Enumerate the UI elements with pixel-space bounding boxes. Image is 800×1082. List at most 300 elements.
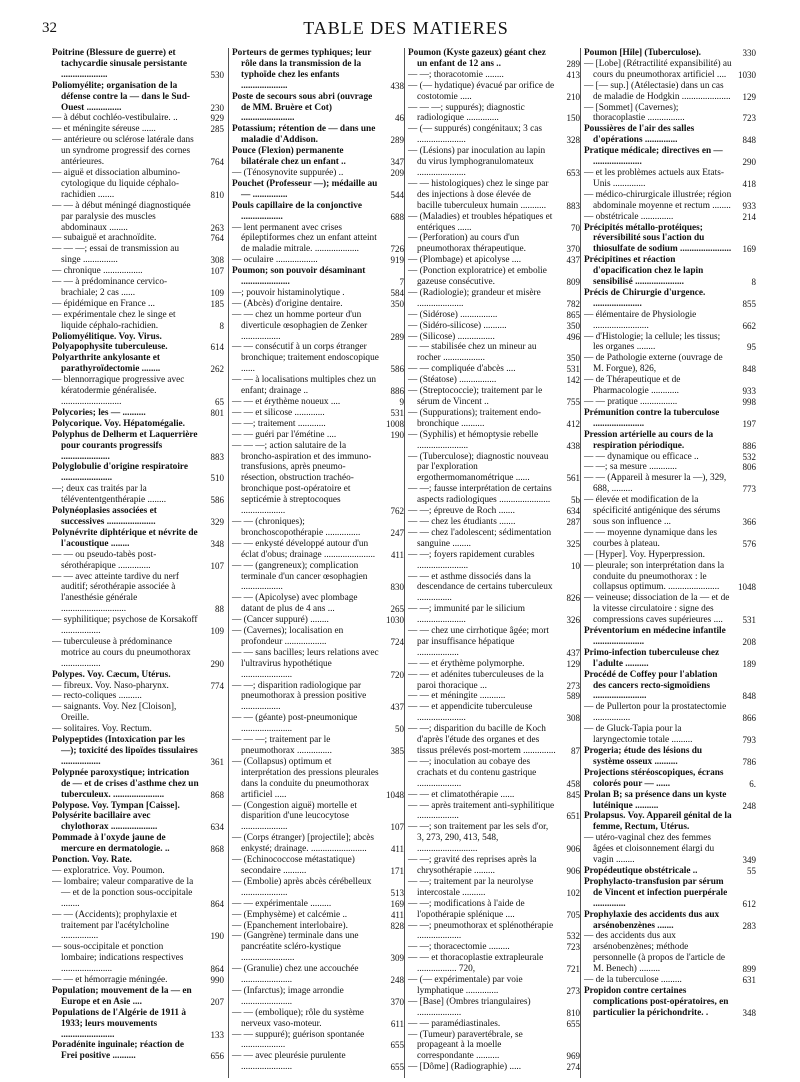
index-entry-text: — sous-occipitale et ponction lombaire; indications respectives ...................... [52,942,184,975]
index-entry-page: 273 [566,985,580,996]
index-entry-page: 437 [566,647,580,658]
index-entry [52,113,224,124]
index-entry-text: Polyapophysite tuberculeuse. [52,342,168,353]
index-entry-text: — — (Apicolyse) avec plombage datant de plus de 4 ans ... [232,593,358,615]
index-entry [408,310,580,321]
index-entry [232,681,404,714]
index-entry [584,255,756,288]
index-entry-page: 289 [390,331,404,342]
index-entry [52,506,224,528]
index-entry [408,1062,580,1073]
index-entry-page: 655 [390,1062,404,1073]
index-entry-text: — (Tuberculose); diagnostic nouveau par l'exploration ergothermomanométrique ...... [408,451,549,484]
index-entry-text: — — et appendicite tuberculeuse ..................... [408,702,533,724]
index-entry-page: 848 [742,135,756,146]
index-entry-page: 868 [210,789,224,800]
index-entry-page: 544 [390,189,404,200]
index-entry-page: 129 [566,658,580,669]
index-entry [408,386,580,408]
index-entry [52,855,224,866]
index-entry-page: 848 [742,691,756,702]
index-entry-text: — — et asthme dissociés dans la descendance de certains tuberculeux ............... [408,571,553,604]
index-entry-page: 171 [390,865,404,876]
index-entry [584,473,756,495]
index-entry-page: 287 [566,516,580,527]
index-entry-text: — [— sup.] (Atélectasie) dans un cas de maladie de Hodgkin ..................... [584,80,731,102]
index-entry-page: 631 [742,975,756,986]
index-entry-text: — — —; traitement par le pneumothorax ............... [232,735,332,756]
index-entry-page: 438 [566,440,580,451]
index-entry [232,255,404,266]
index-entry-text: — oculaire .................. [232,255,318,266]
index-entry [52,833,224,855]
index-entry-text: Polynévrite diphtérique et névrite de l'acoustique ........ [52,527,198,549]
index-entry-page: 289 [390,135,404,146]
index-entry-page: 723 [742,113,756,124]
index-entry-text: — —; épreuve de Roch ....... [408,506,515,517]
index-entry-page: 418 [742,178,756,189]
index-entry-page: 990 [210,975,224,986]
index-entry [408,321,580,332]
index-entry-page: 411 [390,844,404,855]
index-entry [232,910,404,921]
index-entry-page: 46 [395,113,404,124]
index-entry-page: 262 [210,364,224,375]
index-entry-page: 308 [210,255,224,266]
index-entry-page: 263 [210,222,224,233]
index-entry [52,637,224,670]
index-entry-text: — — chez une cirrhotique âgée; mort par insuffisance hépatique .................. [408,626,549,658]
index-entry-text: — —; immunité par le silicium ..................... [408,604,525,626]
index-entry [408,48,580,70]
index-entry-text: —; deux cas traités par la télévententgenthérapie ........ [52,484,167,506]
index-entry-page: 782 [566,298,580,309]
index-entry-page: 350 [566,353,580,364]
index-entry-page: 411 [390,909,404,920]
index-entry-text: Prolapsus. Voy. Appareil génital de la femme, Rectum, Utérus. [584,811,732,833]
index-entry-text: — veineuse; dissociation de la — et de la vitesse circulatoire : signe des compressions caves supérieures .... [584,593,730,626]
index-entry [52,332,224,343]
index-entry-text: Polysérite bacillaire avec chylothorax .................... [52,811,158,833]
index-entry [584,288,756,310]
index-column-4 [580,48,756,1078]
index-entry [584,190,756,212]
index-entry [408,953,580,975]
index-entry [52,462,224,484]
index-entry [584,811,756,833]
index-entry [52,1008,224,1041]
index-entry [408,691,580,702]
index-entry [584,670,756,703]
index-entry-text: — aiguë et dissociation albumino-cytologique du liquide céphalo-rachidien ....... [52,167,181,200]
index-entry-text: — syphilitique; psychose de Korsakoff ................. [52,615,198,637]
index-entry [408,921,580,943]
index-entry [584,790,756,812]
index-entry [232,342,404,375]
index-entry [408,670,580,692]
index-entry-page: 755 [566,397,580,407]
index-entry-page: 107 [390,822,404,833]
index-entry-page: 8 [219,320,224,331]
index-entry-text: — (Collapsus) optimum et interprétation des pressions pleurales dans la conduite du pneumothorax artificiel ..... [232,756,379,800]
index-entry-text: — blennorragique progressive avec kératodermie généralisée. .......................... [52,375,185,407]
index-entry [584,550,756,561]
index-entry [584,146,756,168]
index-entry-text: — — après traitement anti-syphilitique .................. [408,800,555,822]
index-entry-text: — — et climatothérapie ...... [408,789,515,800]
index-entry [232,615,404,626]
index-entry [52,277,224,299]
index-entry-page: 189 [742,658,756,669]
index-entry-text: — — sans bacilles; leurs relations avec l'ultravirus hypothétique ...................... [232,647,379,680]
index-entry-text: — — (Accidents); prophylaxie et traitement par l'acétylcholine ................ [52,909,177,942]
index-entry [408,877,580,899]
index-entry [584,168,756,190]
index-entry-text: — — —; suppurés); diagnostic radiologique .............. [408,102,525,124]
index-entry [232,288,404,299]
index-entry-page: 107 [210,266,224,277]
index-entry-text: Procédé de Coffey pour l'ablation des cancers recto-sigmoïdiens ....................... [584,669,718,702]
index-entry [52,375,224,408]
index-entry-text: — (Granulie) chez une accouchée ...................... [232,964,359,986]
index-entry-text: — expérimentale chez le singe et liquide céphalo-rachidien. [52,309,176,331]
index-entry [232,855,404,877]
index-entry [232,517,404,539]
index-entry-text: Ponction. Voy. Rate. [52,855,132,866]
index-entry [232,430,404,441]
index-entry [584,746,756,768]
index-entry [232,877,404,899]
index-entry-page: 129 [742,91,756,102]
index-entry [232,561,404,594]
index-entry-page: 328 [566,135,580,146]
index-entry-page: 274 [566,1062,580,1073]
index-entry-page: 347 [390,157,404,168]
index-entry-text: Pouls capillaire de la conjonctive .................. [232,200,362,222]
index-entry-page: 864 [210,964,224,975]
index-entry-page: 764 [210,157,224,168]
index-entry-page: 348 [210,538,224,549]
index-entry [408,801,580,823]
index-entry [408,604,580,626]
index-entry [408,855,580,877]
index-entry-text: — (Sidéro-silicose) .......... [408,320,507,331]
index-entry [52,48,224,81]
index-entry-text: — exploratrice. Voy. Poumon. [52,865,165,876]
index-entry-page: 848 [742,364,756,375]
index-entry [232,626,404,648]
index-entry-page: 437 [390,702,404,713]
index-entry [584,81,756,103]
index-entry-text: — — à début méningé diagnostiquée par paralysie des muscles abdominaux ........ [52,200,191,233]
index-entry [584,430,756,452]
index-entry-page: 329 [210,516,224,527]
index-entry [408,550,580,572]
index-entry-text: — de Pullerton pour la prostatectomie ................ [584,702,727,724]
index-entry-text: — —; foyers rapidement curables ...................... [408,549,535,571]
index-entry-page: 437 [566,255,580,266]
index-entry [232,593,404,615]
index-entry-text: — (Echinococcose métastatique) secondaire .......... [232,855,355,876]
index-entry-text: Pouce (Flexion) permanente bilatérale chez un enfant .. [232,146,346,168]
index-entry-text: — (Ponction exploratrice) et embolie gazeuse consécutive. [408,266,547,288]
index-entry-text: — —; gravité des reprises après la chrysothérapie ......... [408,855,537,876]
index-entry-text: — —; modifications à l'aide de l'opothérapie splénique .... [408,898,525,920]
index-entry-text: — — —; action salutaire de la broncho-aspiration et des immuno-transfusions, après pneumo-résection, obstruction trachéo-bronchique post-opératoire et septicémie à streptocoques ................... [232,440,372,517]
index-entry-page: 774 [210,680,224,691]
index-entry-page: 350 [390,298,404,309]
index-entry [232,419,404,430]
index-entry-text: — (Corps étranger) [projectile]; abcès enkysté; drainage. ........................ [232,833,374,855]
index-entry [52,550,224,572]
index-entry-text: — (Ténosynovite suppurée) .. [232,167,344,178]
index-entry-page: 586 [210,495,224,506]
index-entry-page: 109 [210,287,224,298]
index-entry [232,375,404,397]
index-entry-page: 653 [566,167,580,178]
index-entry [408,484,580,506]
index-entry-page: 349 [742,855,756,866]
index-entry-page: 50 [395,724,404,735]
index-entry-text: — — moyenne dynamique dans les courbes à plateau. [584,527,717,549]
index-entry-text: — (Cavernes); localisation en profondeur .................. [232,626,344,647]
index-entry-text: — pleurale; son interprétation dans la conduite du pneumothorax : le collapsus optimum. ...................... [584,560,725,593]
index-entry-text: Pommade à l'oxyde jaune de mercure en dermatologie. .. [52,833,170,855]
index-entry-text: Polypnée paroxystique; intrication de — et de crises d'asthme chez un tuberculeux. ...................... [52,767,199,800]
index-entry-page: 589 [566,691,580,702]
index-entry [584,528,756,550]
index-entry-text: Porteurs de germes typhiques; leur rôle dans la transmission de la typhoïde chez les enfants .................... [232,48,372,91]
index-entry-page: 169 [742,244,756,255]
index-entry-text: — (— hydatique) évacué par orifice de costotomie ..... [408,80,555,102]
index-entry [52,801,224,812]
index-entry-page: 283 [742,920,756,931]
index-entry-text: — (Congestion aiguë) mortelle et disparition d'une leucocytose .................... [232,800,357,833]
index-entry [408,452,580,485]
index-entry-page: 586 [390,364,404,375]
index-entry-text: Polyglobulie d'origine respiratoire ...................... [52,462,189,484]
index-entry-text: Poitrine (Blessure de guerre) et tachycardie sinusale persistante .................... [52,48,188,80]
index-entry-page: 611 [390,1018,404,1029]
index-entry-text: — (Embolie) après abcès cérébelleux .................... [232,876,372,898]
index-entry [584,310,756,332]
index-entry-text: — — guéri par l'émétine .... [232,429,337,440]
index-entry-page: 142 [566,375,580,386]
index-entry [584,866,756,877]
index-entry [52,702,224,724]
index-entry [52,135,224,168]
index-entry-page: 933 [742,386,756,397]
index-entry [584,124,756,146]
index-entry-text: — fibreux. Voy. Naso-pharynx. [52,680,169,691]
index-entry-page: 248 [390,975,404,986]
index-entry [52,615,224,637]
index-column-3 [404,48,580,1078]
index-entry-text: — antérieure ou sclérose latérale dans un syndrome progressif des cornes antérieures. [52,135,194,168]
index-columns [52,48,796,1078]
index-entry-page: 724 [390,636,404,647]
index-entry [52,81,224,114]
index-entry [52,353,224,375]
index-entry-text: — —; inoculation au cobaye des crachats et du contenu gastrique ................... [408,756,537,789]
index-entry [408,81,580,103]
index-entry-text: — et les problèmes actuels aux Etats-Unis .............. [584,167,724,189]
index-entry-page: 6. [749,778,756,789]
index-entry-text: — (Cancer suppuré) ........ [232,615,329,626]
index-entry [584,931,756,975]
index-entry-page: 88 [215,604,224,615]
index-entry-text: — lent permanent avec crises épileptiformes chez un enfant atteint de maladie mitrale. ................... [232,222,377,255]
index-entry [52,266,224,277]
index-entry-page: 810 [210,189,224,200]
index-entry [232,310,404,343]
index-entry-text: Polynéoplasies associées et successives ..................... [52,506,157,527]
index-entry-page: 102 [566,887,580,898]
index-entry-page: 458 [566,778,580,789]
index-entry-page: 289 [566,58,580,69]
index-entry-page: 208 [742,636,756,647]
index-entry [408,266,580,288]
index-entry [232,92,404,125]
index-entry [52,299,224,310]
index-entry-page: 309 [390,953,404,964]
index-entry [584,452,756,463]
index-entry-text: Précis de Chirurgie d'urgence. ..................... [584,287,706,309]
index-entry-text: — (Gangrène) terminale dans une pancréatite scléro-kystique ....................... [232,931,359,964]
index-entry-page: 656 [210,1051,224,1062]
index-entry [52,201,224,234]
index-entry-text: — (Infarctus); image arrondie ...................... [232,985,344,1007]
index-entry [232,168,404,179]
index-entry-page: 866 [742,713,756,724]
index-entry-text: — tuberculeuse à prédominance motrice au cours du pneumothorax ................. [52,636,191,669]
index-entry-page: 107 [210,560,224,571]
page-number: 32 [42,20,57,36]
index-entry-text: Polyphus de Delherm et Laquerrière pour courants progressifs ..................... [52,429,198,462]
index-entry-text: Population; mouvement de la — en Europe et en Asie .... [52,985,192,1007]
index-entry-text: — recto-coliques .......... [52,691,142,702]
index-entry-text: — —; fausse interprétation de certains aspects radiologiques ...................... [408,484,552,506]
index-entry-text: — — (chroniques); bronchoscopothérapie ............... [232,516,361,538]
index-entry-page: 9 [399,397,404,407]
index-entry-page: 801 [210,407,224,418]
index-entry-page: 705 [566,909,580,920]
index-entry [232,146,404,168]
index-entry-text: — — expérimentale ......... [232,898,332,909]
index-entry-text: — (Epanchement interlobaire). [232,920,348,931]
index-entry-page: 726 [390,244,404,255]
index-entry-page: 438 [390,80,404,91]
index-entry [52,811,224,833]
index-entry-text: — — et méningite ........... [408,691,506,702]
index-entry [232,539,404,561]
index-entry [584,626,756,648]
index-entry [232,179,404,201]
index-entry-page: 513 [390,887,404,898]
index-entry-text: Précipités métallo-protéiques; réversibilité sous l'action du thiosulfate de sodium ...................... [584,222,732,255]
index-entry-text: — épidémique en France ... [52,298,156,309]
index-entry-text: — — à prédominance cervico-brachiale; 2 cas ...... [52,277,168,298]
index-entry-page: 7 [399,277,404,288]
index-entry-page: 531 [566,364,580,375]
index-entry-text: — — et érythème noueux .... [232,397,341,407]
index-entry-text: — lombaire; valeur comparative de la — et de la ponction sous-occipitale ........ [52,876,194,909]
index-entry-text: —; pouvoir histaminolytique . [232,287,345,298]
index-entry [52,724,224,735]
index-entry-page: 773 [742,484,756,495]
index-entry-text: — solitaires. Voy. Rectum. [52,724,152,735]
index-entry [408,212,580,234]
index-entry [408,146,580,179]
index-entry-text: — saignants. Voy. Nez [Cloison], Oreille. [52,702,177,724]
index-entry [408,342,580,364]
index-entry-page: 531 [742,615,756,626]
index-entry-text: — à début cochléo-vestibulaire. .. [52,113,178,124]
index-entry-page: 248 [742,800,756,811]
index-entry [52,310,224,332]
index-entry-text: — — (gangreneux); complication terminale d'un cancer œsophagien .................. [232,560,368,593]
index-entry-text: — — avec atteinte tardive du nerf auditif; sérothérapie associée à l'anesthésie générale ............................ [52,571,180,615]
index-entry [584,59,756,81]
index-entry [408,572,580,605]
index-entry [584,702,756,724]
index-entry-page: 865 [566,309,580,320]
index-entry [584,833,756,866]
index-entry-text: — chronique ................. [52,266,143,277]
index-entry-page: 150 [566,113,580,124]
index-entry-page: 413 [566,69,580,80]
index-entry [584,48,756,59]
index-column-1 [52,48,224,1078]
index-entry [408,179,580,212]
index-entry [408,375,580,386]
index-entry-page: 899 [742,964,756,975]
index-entry-text: — — à localisations multiples chez un enfant; drainage .. [232,375,377,397]
index-entry-text: — — et adénites tuberculeuses de la paroi thoracique ... [408,669,544,691]
index-entry-text: Préventorium en médecine infantile ...................... [584,626,726,647]
index-entry-text: — —; disparition radiologique par pneumothorax à pression positive ................. [232,680,367,713]
index-entry-page: 723 [566,942,580,953]
index-entry-text: Polypeptides (Intoxication par les —); toxicité des lipoïdes tissulaires ................. [52,735,198,767]
index-entry [52,768,224,801]
index-entry [408,103,580,125]
index-entry-page: 1048 [386,789,404,800]
index-entry-text: Potassium; rétention de — dans une maladie d'Addison. [232,124,376,146]
index-entry-text: Prophylacto-transfusion par sérum de Vincent et infection puerpérale .............. [584,876,728,909]
index-entry [408,124,580,146]
index-entry [52,528,224,550]
index-entry-text: — —; thoracectomie ......... [408,942,510,953]
index-entry-page: 169 [390,898,404,909]
index-entry [408,430,580,452]
index-entry-text: Prophylaxie des accidents dus aux arsénobenzènes ....... [584,909,720,931]
page-header [42,12,770,42]
index-entry [408,70,580,81]
index-entry-text: Polycories; les — .......... [52,407,146,418]
index-entry-text: — —; sa mesure ............ [584,462,677,473]
index-entry-text: — — chez les étudiants ....... [408,516,516,527]
index-entry [408,899,580,921]
index-entry [584,223,756,256]
index-entry-text: — [Lobe] (Rétractilité expansibilité) au cours du pneumothorax artificiel .... [584,58,732,80]
index-entry-page: 325 [566,538,580,549]
index-entry-page: 370 [390,996,404,1007]
index-entry-text: — — et silicose ............. [232,407,325,418]
index-entry-page: 532 [566,931,580,942]
index-entry-page: 929 [210,113,224,124]
index-entry-text: Prolan B; sa présence dans un kyste lutéinique .......... [584,789,727,811]
index-entry-text: — (Syphilis) et hémoptysie rebelle ...................... [408,429,539,451]
